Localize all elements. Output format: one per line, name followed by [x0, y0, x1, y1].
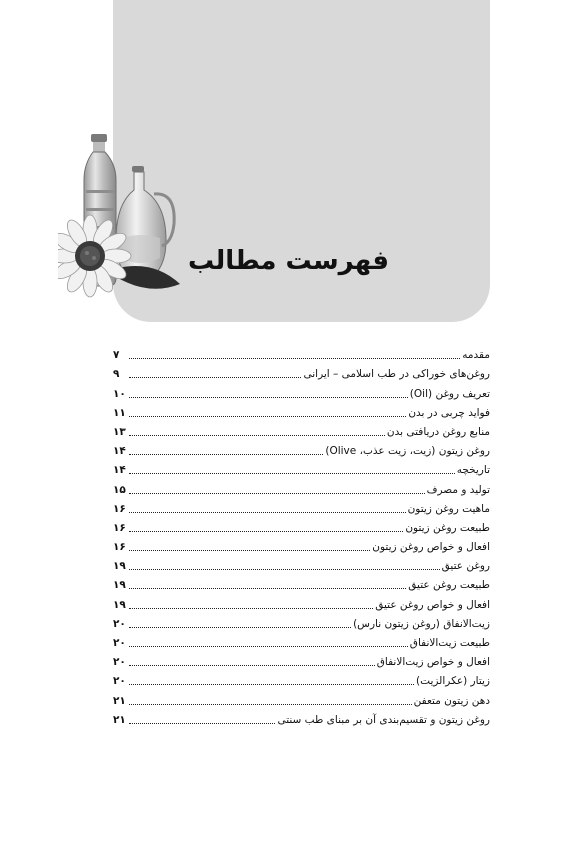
toc-entry-page-number: ۲۰: [113, 637, 126, 649]
oil-jar: [116, 166, 174, 282]
toc-entry-page-number: ۱۳: [113, 425, 126, 438]
toc-entry-title: طبیعت روغن زیتون: [405, 521, 490, 534]
toc-entry-page-number: ۱۱: [113, 406, 126, 419]
toc-entry-page-number: ۲۱: [113, 694, 126, 707]
dot-leader: [129, 723, 275, 724]
dot-leader: [129, 377, 301, 378]
toc-entry: [113, 477, 490, 496]
dot-leader: [129, 397, 408, 398]
toc-entry-page-number: ۹: [113, 368, 120, 381]
toc-entry: [113, 535, 490, 554]
toc-entry: [113, 343, 490, 362]
dot-leader: [129, 550, 370, 551]
dot-leader: [129, 665, 375, 666]
toc-entry-title: روغن‌های خوراکی در طب اسلامی – ایرانی: [303, 368, 490, 381]
dot-leader: [129, 493, 425, 494]
toc-entry-page-number: ۷: [113, 349, 120, 362]
dot-leader: [129, 512, 406, 513]
toc-entry-page-number: ۱۴: [113, 464, 126, 477]
toc-entry-page-number: ۱۵: [113, 483, 126, 496]
toc-entry-title: تولید و مصرف: [426, 483, 490, 496]
toc-entry-title: طبیعت زیت‌الانفاق: [409, 637, 490, 649]
dot-leader: [129, 627, 351, 628]
toc-entry-title: ماهیت روغن زیتون: [407, 502, 490, 515]
toc-entry: [113, 612, 490, 631]
page-title: فهرست مطالب: [188, 246, 389, 276]
toc-entry: [113, 458, 490, 477]
toc-entry: [113, 688, 490, 707]
oil-bottles-sunflower-illustration: [58, 128, 186, 300]
toc-entry: [113, 592, 490, 611]
toc-entry: [113, 362, 490, 381]
toc-entry-title: روغن زیتون (زیت، زیت عذب، Olive): [325, 445, 490, 458]
toc-entry: [113, 439, 490, 458]
toc-entry-page-number: ۱۹: [113, 598, 126, 611]
toc-entry-title: طبیعت روغن عتیق: [408, 579, 490, 592]
toc-entry: [113, 631, 490, 650]
dot-leader: [129, 416, 406, 417]
toc-entry-title: افعال و خواص روغن زیتون: [372, 541, 490, 554]
toc-entry-page-number: ۱۶: [113, 521, 126, 534]
toc-entry-page-number: ۱۹: [113, 560, 126, 573]
toc-entry-page-number: ۱۶: [113, 541, 126, 554]
dot-leader: [129, 646, 408, 647]
dot-leader: [129, 569, 440, 570]
dot-leader: [129, 473, 455, 474]
toc-entry: [113, 497, 490, 516]
toc-entry-title: تاریخچه: [456, 464, 490, 477]
toc-entry: [113, 650, 490, 669]
table-of-contents: [113, 343, 490, 727]
toc-entry-page-number: ۱۰: [113, 387, 126, 400]
toc-entry-title: افعال و خواص روغن عتیق: [375, 598, 490, 611]
dot-leader: [129, 531, 403, 532]
dot-leader: [129, 358, 460, 359]
toc-entry-title: روغن زیتون و تقسیم‌بندی آن بر مبنای طب سنتی: [277, 713, 490, 726]
toc-entry-page-number: ۲۰: [113, 617, 126, 630]
toc-entry-page-number: ۱۹: [113, 579, 126, 592]
toc-entry-page-number: ۲۰: [113, 675, 126, 688]
toc-entry: [113, 401, 490, 420]
toc-entry-page-number: ۲۰: [113, 656, 126, 669]
toc-entry: [113, 669, 490, 688]
dot-leader: [129, 704, 412, 705]
toc-entry: [113, 708, 490, 727]
toc-entry-page-number: ۱۶: [113, 502, 126, 515]
toc-entry-title: فواید چربی در بدن: [408, 406, 490, 419]
toc-entry-title: افعال و خواص زیت‌الانفاق: [376, 656, 490, 669]
dot-leader: [129, 435, 385, 436]
toc-entry-page-number: ۱۴: [113, 445, 126, 458]
toc-entry-title: زیتار (عکرالزیت): [416, 675, 490, 688]
toc-entry: [113, 420, 490, 439]
leaf: [118, 266, 180, 289]
dot-leader: [129, 588, 406, 589]
toc-entry-title: دهن زیتون متعفن: [413, 694, 490, 707]
toc-entry-title: زیت‌الانفاق (روغن زیتون نارس): [353, 617, 490, 630]
dot-leader: [129, 454, 323, 455]
toc-entry: [113, 573, 490, 592]
toc-entry: [113, 516, 490, 535]
toc-entry: [113, 554, 490, 573]
toc-entry-title: روغن عتیق: [441, 560, 490, 573]
toc-entry-page-number: ۲۱: [113, 713, 126, 726]
toc-entry-title: تعریف روغن (Oil): [409, 387, 490, 400]
toc-entry-title: منابع روغن دریافتی بدن: [386, 425, 490, 438]
toc-entry: [113, 381, 490, 400]
dot-leader: [129, 684, 414, 685]
dot-leader: [129, 608, 373, 609]
toc-entry-title: مقدمه: [462, 349, 490, 362]
